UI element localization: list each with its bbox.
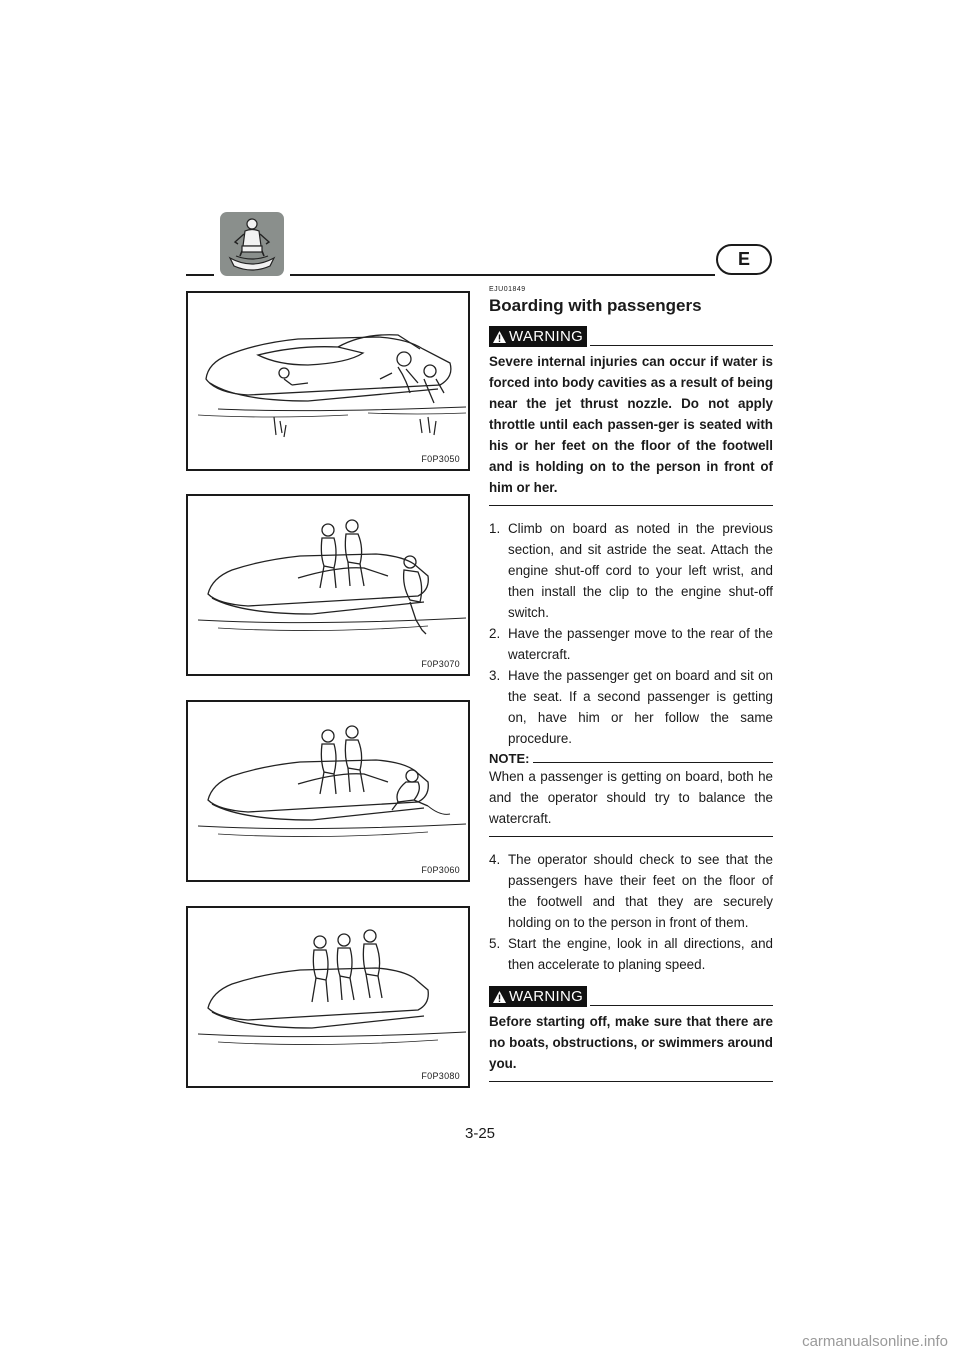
- step-number: 4.: [489, 852, 501, 867]
- list-item: [489, 933, 773, 975]
- page-number: 3-25: [464, 1125, 496, 1142]
- watercraft-illustration: [188, 293, 468, 469]
- step-text: Have the passenger get on board and sit on the seat. If a second passenger is getting on, have him or her follow the same procedure.: [508, 668, 773, 746]
- figure-three-riders-seated: [186, 906, 470, 1088]
- warning-rule: [590, 1005, 773, 1006]
- warning-header: [489, 985, 773, 1007]
- list-item: [489, 623, 773, 665]
- note-rule: [533, 762, 773, 763]
- warning-label: WARNING: [509, 988, 584, 1005]
- warning-text: Before starting off, make sure that there are no boats, obstructions, or swimmers around you.: [489, 1014, 773, 1071]
- note-label: NOTE:: [489, 751, 530, 766]
- content-column: [489, 286, 773, 1082]
- figure-passenger-approaching: [186, 494, 470, 676]
- warning-rule: [590, 345, 773, 346]
- language-badge: E: [716, 244, 772, 275]
- list-item: [489, 849, 773, 933]
- section-title: Boarding with passengers: [489, 296, 702, 315]
- step-number: 1.: [489, 521, 501, 536]
- note-text: When a passenger is getting on board, both he and the operator should try to balance the watercraft.: [489, 769, 773, 826]
- step-text: Climb on board as noted in the previous section, and sit astride the seat. Attach the engine shut-off cord to your left wrist, and then install the clip to the engine shut-off switch.: [508, 521, 773, 620]
- warning-header: [489, 325, 773, 347]
- warning-badge: [489, 326, 587, 347]
- figure-label: F0P3060: [421, 865, 460, 875]
- steps-list: [489, 849, 773, 975]
- section-code: EJU01849: [489, 286, 526, 293]
- step-number: 3.: [489, 668, 501, 683]
- figure-boarding-from-rear: [186, 291, 470, 471]
- list-item: [489, 665, 773, 749]
- watercraft-illustration: [188, 702, 468, 880]
- jet-ski-rider-icon: [220, 212, 284, 276]
- figure-passenger-climbing: [186, 700, 470, 882]
- header-rule-left: [186, 274, 214, 276]
- watercraft-illustration: [188, 908, 468, 1086]
- warning-badge: [489, 986, 587, 1007]
- step-number: 2.: [489, 626, 501, 641]
- figure-label: F0P3050: [421, 454, 460, 464]
- list-item: [489, 518, 773, 623]
- warning-end-rule: [489, 505, 773, 506]
- warning-triangle-icon: [492, 990, 507, 1004]
- steps-list: [489, 518, 773, 749]
- note-end-rule: [489, 836, 773, 837]
- step-text: Have the passenger move to the rear of the watercraft.: [508, 626, 773, 662]
- warning-label: WARNING: [509, 328, 584, 345]
- watermark: carmanualsonline.info: [802, 1333, 948, 1350]
- figure-label: F0P3080: [421, 1071, 460, 1081]
- note-header: [489, 751, 773, 766]
- step-text: The operator should check to see that the passengers have their feet on the floor of the footwell and that they are securely holding on to the person in front of them.: [508, 852, 773, 930]
- header-rule-right: [290, 274, 715, 276]
- step-number: 5.: [489, 936, 501, 951]
- warning-triangle-icon: [492, 330, 507, 344]
- warning-end-rule: [489, 1081, 773, 1082]
- figure-label: F0P3070: [421, 659, 460, 669]
- watercraft-illustration: [188, 496, 468, 674]
- warning-text: Severe internal injuries can occur if water is forced into body cavities as a result of being near the jet thrust nozzle. Do not apply throttle until each passen-ger is seated with his or her feet on the floor of the footwell and is holding on to the person in front of him or her.: [489, 354, 773, 495]
- step-text: Start the engine, look in all directions, and then accelerate to planing speed.: [508, 936, 773, 972]
